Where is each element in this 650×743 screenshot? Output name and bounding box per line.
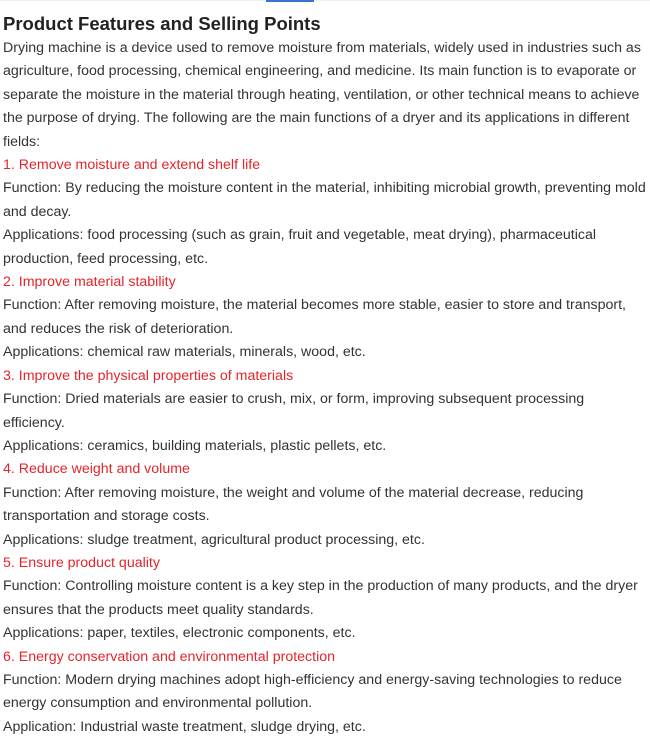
feature-section-3 [3, 365, 648, 459]
feature-function: Function: After removing moisture, the weight and volume of the material decrease, reducing transportation and storage costs. [3, 484, 584, 525]
section-heading: Product Features and Selling Points [3, 13, 321, 34]
feature-section-4 [3, 458, 648, 552]
feature-function: Function: By reducing the moisture content in the material, inhibiting microbial growth, preventing mold and decay. [3, 180, 646, 220]
active-tab-indicator [266, 0, 314, 2]
feature-section-6 [3, 646, 648, 740]
feature-function: Function: After removing moisture, the material becomes more stable, easier to store and transport, and reduces the risk of deterioration. [3, 297, 626, 337]
feature-applications: Application: Industrial waste treatment, sludge drying, etc. [3, 718, 366, 735]
feature-title: 4. Reduce weight and volume [3, 461, 190, 478]
feature-applications: Applications: chemical raw materials, minerals, wood, etc. [3, 344, 366, 361]
feature-title: 6. Energy conservation and environmental protection [3, 648, 336, 665]
intro-paragraph: Drying machine is a device used to remove moisture from materials, widely used in industries such as agriculture, food processing, chemical engineering, and medicine. Its main function is to evaporate or separate the moisture in the material through heating, ventilation, or other technical means to achieve the purpose of drying. The following are the main functions of a dryer and its applications in different fields: [3, 40, 641, 150]
feature-section-1 [3, 154, 648, 271]
feature-function: Function: Dried materials are easier to crush, mix, or form, improving subsequent processing efficiency. [3, 391, 585, 431]
feature-applications: Applications: paper, textiles, electronic components, etc. [3, 625, 356, 642]
feature-title: 2. Improve material stability [3, 274, 176, 291]
feature-applications: Applications: sludge treatment, agricultural product processing, etc. [3, 531, 425, 548]
feature-title: 3. Improve the physical properties of materials [3, 367, 294, 384]
feature-section-5 [3, 552, 648, 646]
feature-applications: Applications: food processing (such as grain, fruit and vegetable, meat drying), pharmaceutical production, feed processing, etc. [3, 227, 597, 267]
feature-title: 1. Remove moisture and extend shelf life [3, 157, 261, 174]
top-divider [0, 0, 650, 1]
feature-applications: Applications: ceramics, building materials, plastic pellets, etc. [3, 437, 387, 454]
feature-function: Function: Controlling moisture content is a key step in the production of many products, and the dryer ensures that the products meet quality standards. [3, 578, 638, 618]
product-features-article [3, 11, 648, 739]
feature-title: 5. Ensure product quality [3, 554, 160, 571]
feature-function: Function: Modern drying machines adopt high-efficiency and energy-saving technologies to reduce energy consumption and environmental pollution. [3, 671, 622, 712]
feature-section-2 [3, 271, 648, 365]
